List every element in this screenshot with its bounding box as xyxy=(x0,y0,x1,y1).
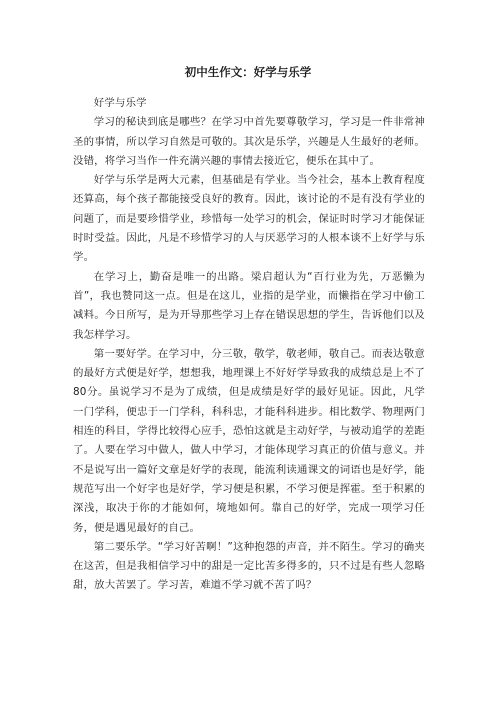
paragraph-3: 在学习上，勤奋是唯一的出路。梁启超认为“百行业为先，万恶懒为首”，我也赞同这一点。但是在这儿，业指的是学业，而懒指在学习中偷工减料。今日所写，是为开导那些学习上存在错误思想的学生，告诉他们以及我怎样学习。 xyxy=(73,270,425,341)
paragraph-2: 好学与乐学是两大元素，但基础是有学业。当今社会，基本上教育程度还算高，每个孩子都能接受良好的教育。因此，该讨论的不是有没有学业的问题了，而是要珍惜学业，珍惜每一处学习的机会，保证时时学习才能保证时时受益。因此，凡是不珍惜学习的人与厌恶学习的人根本谈不上好学与乐学。 xyxy=(73,174,425,264)
document-body xyxy=(73,94,425,596)
paragraph-1: 学习的秘诀到底是哪些？在学习中首先要尊敬学习，学习是一件非常神圣的事情，所以学习自然是可敬的。其次是乐学，兴趣是人生最好的老师。没错，将学习当作一件充满兴趣的事情去接近它，便乐在其中了。 xyxy=(73,116,425,167)
paragraph-5: 第二要乐学。“学习好苦啊！”这种抱怨的声音，并不陌生。学习的确夹在这苦，但是我相信学习中的甜是一定比苦多得多的，只不过是有些人忽略甜，放大苦罢了。学习苦，难道不学习就不苦了吗？ xyxy=(73,540,425,592)
paragraph-4: 第一要好学。在学习中，分三敬，敬学，敬老师，敬自己。而表达敬意的最好方式便是好学，想想我，地理课上不好好学导致我的成绩总是上不了80分。虽说学习不是为了成绩，但是成绩是好学的最好见证。因此，凡学一门学科，便忠于一门学科，科科忠，才能科科进步。相比数学、物理两门相连的科目，学得比较得心应手，恐怕这就是主动好学，与被动追学的差距了。人要在学习中做人，做人中学习，才能体现学习真正的价值与意义。并不是说写出一篇好文章是好学的表现，能流利读通课文的词语也是好学，能规范写出一个好字也是好学，学习便是积累，不学习便是挥霍。至于积累的深浅，取决于你的才能如何，境地如何。靠自己的好学，完成一项学习任务，便是遇见最好的自己。 xyxy=(73,347,425,534)
document-title: 初中生作文：好学与乐学 xyxy=(184,65,312,79)
paragraph-subtitle: 好学与乐学 xyxy=(93,97,147,109)
